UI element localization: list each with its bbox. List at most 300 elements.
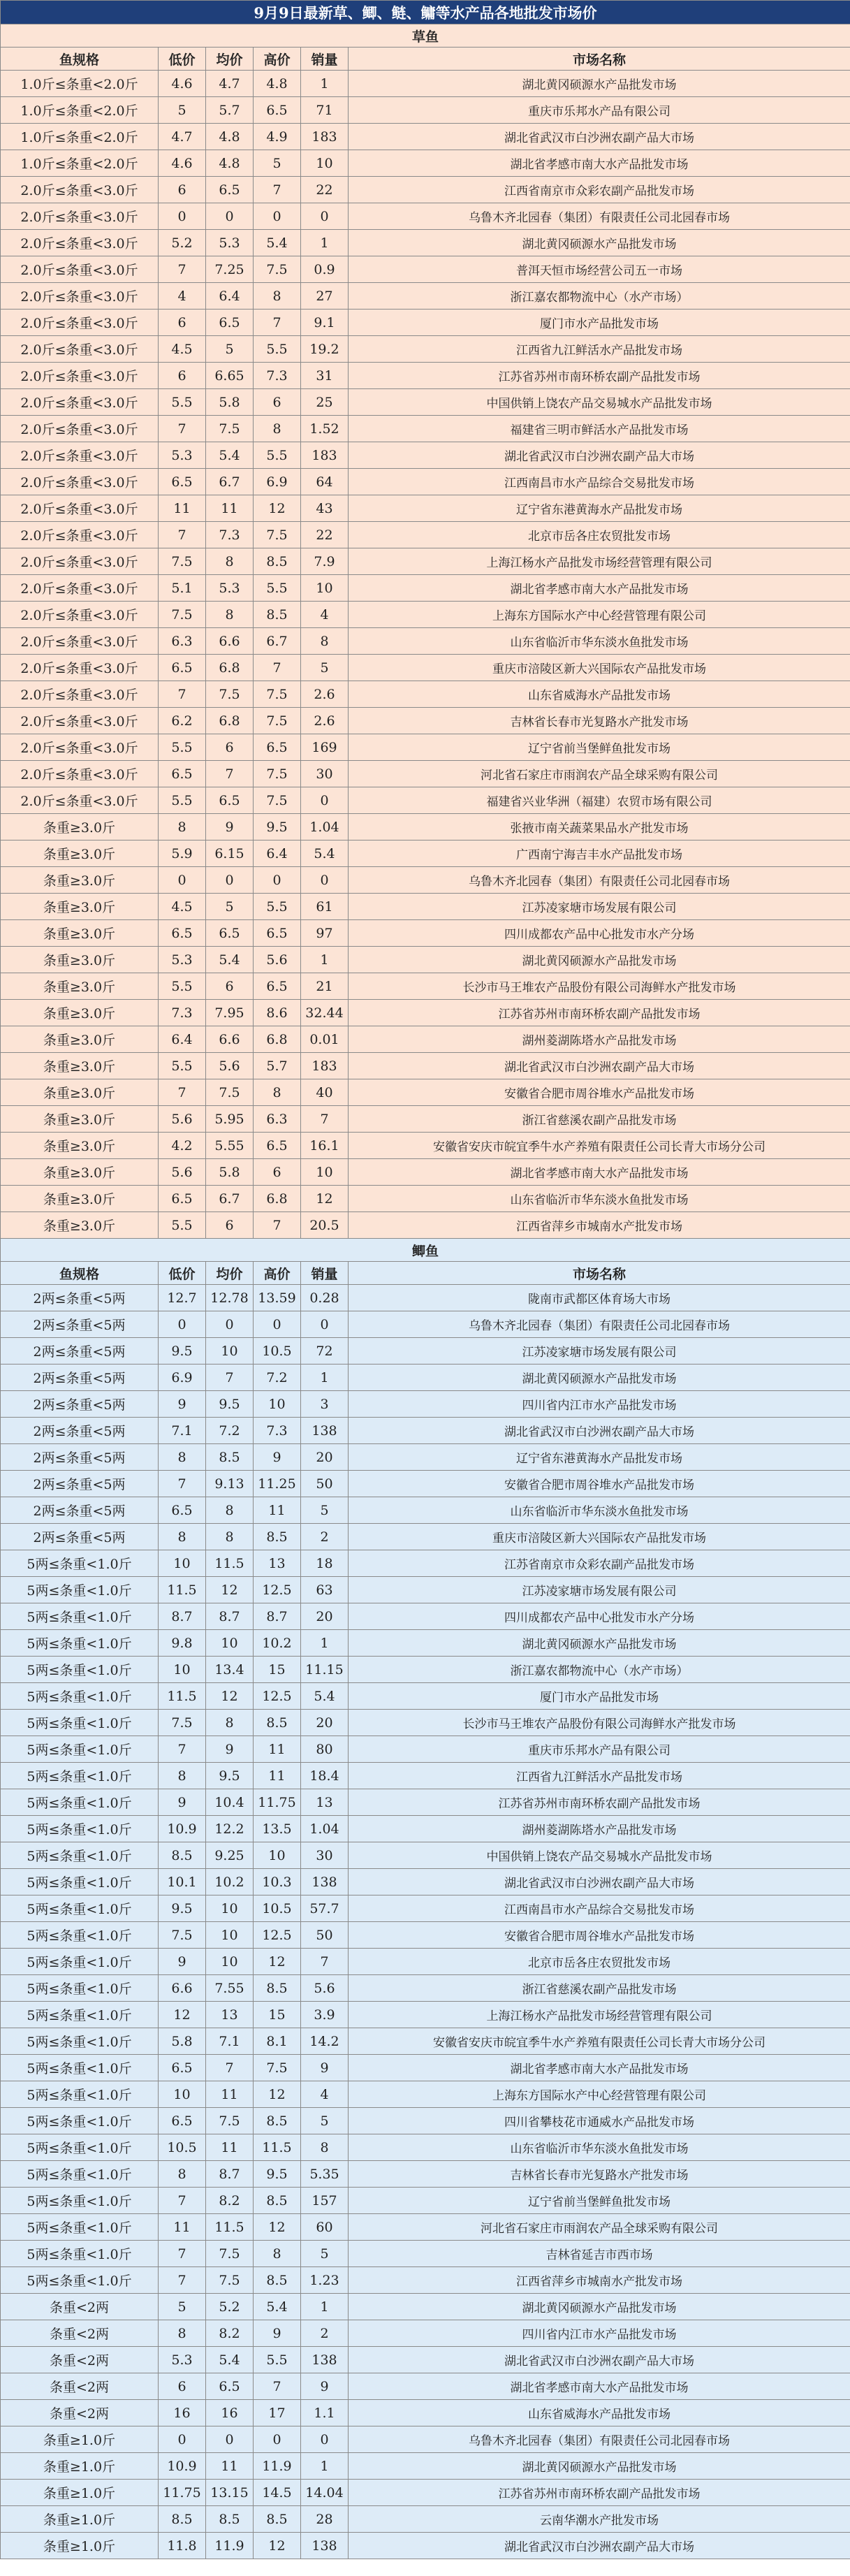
cell-high: 11.75 [254, 1789, 301, 1816]
cell-avg: 6.5 [206, 310, 254, 336]
cell-market: 北京市岳各庄农贸批发市场 [349, 522, 850, 548]
cell-market: 厦门市水产品批发市场 [349, 1683, 850, 1710]
table-row [1, 2400, 850, 2426]
cell-volume: 183 [301, 124, 349, 150]
cell-market: 辽宁省东港黄海水产品批发市场 [349, 495, 850, 522]
cell-spec: 条重≥1.0斤 [1, 2480, 159, 2506]
cell-high: 15 [254, 1657, 301, 1683]
cell-spec: 2.0斤≤条重<3.0斤 [1, 203, 159, 230]
cell-volume: 50 [301, 1471, 349, 1497]
cell-volume: 5 [301, 1497, 349, 1524]
cell-high: 8.7 [254, 1603, 301, 1630]
cell-market: 重庆市涪陵区新大兴国际农产品批发市场 [349, 655, 850, 681]
cell-avg: 5.4 [206, 947, 254, 973]
cell-high: 7 [254, 655, 301, 681]
cell-avg: 6.4 [206, 283, 254, 310]
cell-low: 10.1 [159, 1869, 206, 1895]
cell-avg: 4.8 [206, 150, 254, 177]
cell-spec: 2.0斤≤条重<3.0斤 [1, 469, 159, 495]
cell-volume: 2 [301, 2320, 349, 2347]
cell-avg: 7.2 [206, 1418, 254, 1444]
cell-volume: 1 [301, 2294, 349, 2320]
cell-spec: 1.0斤≤条重<2.0斤 [1, 71, 159, 97]
table-row [1, 548, 850, 575]
table-row [1, 416, 850, 442]
cell-volume: 2.6 [301, 708, 349, 734]
cell-avg: 12.78 [206, 1285, 254, 1311]
cell-market: 辽宁省前当堡鲜鱼批发市场 [349, 734, 850, 761]
cell-volume: 2 [301, 1524, 349, 1550]
cell-spec: 5两≤条重<1.0斤 [1, 1842, 159, 1869]
cell-low: 5.5 [159, 734, 206, 761]
header-avg: 均价 [206, 1262, 254, 1285]
cell-volume: 5.6 [301, 1975, 349, 2002]
cell-low: 5.3 [159, 947, 206, 973]
cell-spec: 2.0斤≤条重<3.0斤 [1, 602, 159, 628]
cell-high: 10.2 [254, 1630, 301, 1657]
cell-spec: 条重≥3.0斤 [1, 894, 159, 920]
cell-avg: 11.5 [206, 2214, 254, 2241]
cell-avg: 7 [206, 761, 254, 787]
cell-market: 吉林省延吉市西市场 [349, 2241, 850, 2267]
table-row [1, 1026, 850, 1053]
cell-spec: 2.0斤≤条重<3.0斤 [1, 575, 159, 602]
cell-avg: 6.15 [206, 841, 254, 867]
table-row [1, 469, 850, 495]
cell-high: 10.3 [254, 1869, 301, 1895]
cell-avg: 7.95 [206, 1000, 254, 1026]
cell-spec: 5两≤条重<1.0斤 [1, 1683, 159, 1710]
cell-market: 安徽省安庆市皖宜季牛水产养殖有限责任公司长青大市场分公司 [349, 2028, 850, 2055]
cell-low: 7 [159, 1736, 206, 1763]
table-row [1, 1524, 850, 1550]
cell-market: 浙江嘉农都物流中心（水产市场） [349, 1657, 850, 1683]
cell-avg: 13 [206, 2002, 254, 2028]
cell-avg: 5.7 [206, 97, 254, 124]
cell-high: 9 [254, 2320, 301, 2347]
cell-high: 6.8 [254, 1186, 301, 1212]
cell-market: 湖北省孝感市南大水产品批发市场 [349, 1159, 850, 1186]
cell-market: 云南华潮水产批发市场 [349, 2506, 850, 2533]
cell-market: 江苏省苏州市南环桥农副产品批发市场 [349, 1789, 850, 1816]
cell-low: 5.1 [159, 575, 206, 602]
cell-spec: 2.0斤≤条重<3.0斤 [1, 230, 159, 256]
cell-high: 6.4 [254, 841, 301, 867]
cell-volume: 20 [301, 1710, 349, 1736]
cell-high: 6.8 [254, 1026, 301, 1053]
header-low: 低价 [159, 1262, 206, 1285]
cell-low: 6 [159, 363, 206, 389]
cell-spec: 条重≥3.0斤 [1, 1106, 159, 1133]
cell-avg: 5.6 [206, 1053, 254, 1079]
cell-avg: 16 [206, 2400, 254, 2426]
cell-market: 湖州菱湖陈塔水产品批发市场 [349, 1026, 850, 1053]
cell-spec: 1.0斤≤条重<2.0斤 [1, 124, 159, 150]
cell-avg: 6 [206, 734, 254, 761]
cell-avg: 9 [206, 814, 254, 841]
cell-avg: 5.95 [206, 1106, 254, 1133]
table-row [1, 1603, 850, 1630]
cell-avg: 5.3 [206, 230, 254, 256]
cell-avg: 9.25 [206, 1842, 254, 1869]
cell-low: 4.7 [159, 124, 206, 150]
cell-high: 14.5 [254, 2480, 301, 2506]
cell-avg: 11 [206, 2134, 254, 2161]
cell-high: 13.5 [254, 1816, 301, 1842]
cell-volume: 5.4 [301, 1683, 349, 1710]
cell-avg: 5.8 [206, 389, 254, 416]
table-row [1, 1922, 850, 1949]
table-row [1, 1763, 850, 1789]
table-row [1, 708, 850, 734]
cell-avg: 9.5 [206, 1391, 254, 1418]
cell-low: 9.5 [159, 1895, 206, 1922]
cell-market: 湖北黄冈硕源水产品批发市场 [349, 1365, 850, 1391]
table-row [1, 973, 850, 1000]
cell-avg: 6.5 [206, 787, 254, 814]
cell-high: 6.7 [254, 628, 301, 655]
cell-market: 湖北省武汉市白沙洲农副产品大市场 [349, 1869, 850, 1895]
cell-avg: 0 [206, 867, 254, 894]
table-row [1, 1106, 850, 1133]
cell-low: 7.5 [159, 1922, 206, 1949]
cell-low: 8 [159, 2161, 206, 2188]
cell-high: 6 [254, 1159, 301, 1186]
cell-avg: 7.5 [206, 2267, 254, 2294]
cell-volume: 64 [301, 469, 349, 495]
cell-spec: 5两≤条重<1.0斤 [1, 1763, 159, 1789]
cell-volume: 138 [301, 2347, 349, 2373]
table-row [1, 1736, 850, 1763]
cell-avg: 6.7 [206, 1186, 254, 1212]
cell-avg: 8 [206, 1524, 254, 1550]
cell-high: 5.7 [254, 1053, 301, 1079]
cell-market: 湖北省孝感市南大水产品批发市场 [349, 150, 850, 177]
cell-low: 10 [159, 2081, 206, 2108]
table-row [1, 1444, 850, 1471]
cell-market: 乌鲁木齐北园春（集团）有限责任公司北园春市场 [349, 203, 850, 230]
cell-low: 6.5 [159, 1186, 206, 1212]
cell-avg: 8.7 [206, 1603, 254, 1630]
table-row [1, 1869, 850, 1895]
cell-volume: 9.1 [301, 310, 349, 336]
table-row [1, 814, 850, 841]
table-row [1, 2294, 850, 2320]
table-row [1, 628, 850, 655]
cell-spec: 2.0斤≤条重<3.0斤 [1, 655, 159, 681]
cell-avg: 5 [206, 894, 254, 920]
cell-volume: 4 [301, 2081, 349, 2108]
cell-market: 湖北黄冈硕源水产品批发市场 [349, 1630, 850, 1657]
table-row [1, 1186, 850, 1212]
cell-spec: 2.0斤≤条重<3.0斤 [1, 761, 159, 787]
cell-volume: 5.35 [301, 2161, 349, 2188]
table-row [1, 230, 850, 256]
cell-high: 12 [254, 495, 301, 522]
cell-avg: 6.5 [206, 920, 254, 947]
cell-market: 重庆市乐邦水产品有限公司 [349, 1736, 850, 1763]
cell-spec: 2两≤条重<5两 [1, 1285, 159, 1311]
page-title: 9月9日最新草、鲫、鲢、鳙等水产品各地批发市场价 [1, 1, 850, 24]
table-row [1, 522, 850, 548]
cell-avg: 6 [206, 1212, 254, 1239]
cell-high: 11 [254, 1763, 301, 1789]
cell-avg: 12 [206, 1683, 254, 1710]
cell-spec: 5两≤条重<1.0斤 [1, 2134, 159, 2161]
cell-avg: 7.25 [206, 256, 254, 283]
cell-low: 4.5 [159, 894, 206, 920]
table-row [1, 655, 850, 681]
cell-low: 8 [159, 2320, 206, 2347]
cell-spec: 条重≥3.0斤 [1, 1079, 159, 1106]
cell-high: 12.5 [254, 1683, 301, 1710]
cell-low: 6.5 [159, 920, 206, 947]
cell-low: 5.5 [159, 973, 206, 1000]
cell-market: 江苏省苏州市南环桥农副产品批发市场 [349, 1000, 850, 1026]
cell-high: 7.2 [254, 1365, 301, 1391]
cell-low: 7 [159, 522, 206, 548]
cell-low: 5.3 [159, 442, 206, 469]
cell-volume: 1.04 [301, 1816, 349, 1842]
cell-volume: 32.44 [301, 1000, 349, 1026]
cell-low: 5.2 [159, 230, 206, 256]
cell-volume: 5.4 [301, 841, 349, 867]
cell-volume: 20 [301, 1444, 349, 1471]
cell-volume: 1 [301, 1630, 349, 1657]
cell-volume: 10 [301, 1159, 349, 1186]
cell-avg: 7.5 [206, 1079, 254, 1106]
cell-low: 6.5 [159, 469, 206, 495]
table-row [1, 1418, 850, 1444]
cell-volume: 14.04 [301, 2480, 349, 2506]
cell-spec: 2.0斤≤条重<3.0斤 [1, 177, 159, 203]
cell-market: 长沙市马王堆农产品股份有限公司海鲜水产批发市场 [349, 1710, 850, 1736]
cell-low: 9.5 [159, 1338, 206, 1365]
table-row [1, 2214, 850, 2241]
cell-market: 湖北省孝感市南大水产品批发市场 [349, 2055, 850, 2081]
cell-high: 6.5 [254, 734, 301, 761]
cell-low: 10.9 [159, 1816, 206, 1842]
cell-spec: 条重≥1.0斤 [1, 2453, 159, 2480]
cell-spec: 2.0斤≤条重<3.0斤 [1, 363, 159, 389]
cell-market: 四川省内江市水产品批发市场 [349, 2320, 850, 2347]
cell-volume: 1 [301, 71, 349, 97]
cell-low: 6.5 [159, 1497, 206, 1524]
table-row [1, 336, 850, 363]
cell-low: 8 [159, 1524, 206, 1550]
cell-high: 8.5 [254, 1975, 301, 2002]
cell-market: 江西省萍乡市城南水产批发市场 [349, 2267, 850, 2294]
cell-market: 乌鲁木齐北园春（集团）有限责任公司北园春市场 [349, 867, 850, 894]
cell-spec: 条重≥3.0斤 [1, 1212, 159, 1239]
cell-market: 江西南昌市水产品综合交易批发市场 [349, 1895, 850, 1922]
table-row [1, 256, 850, 283]
cell-spec: 5两≤条重<1.0斤 [1, 1710, 159, 1736]
cell-high: 7.5 [254, 522, 301, 548]
cell-market: 山东省威海水产品批发市场 [349, 681, 850, 708]
cell-low: 12 [159, 2002, 206, 2028]
cell-spec: 2两≤条重<5两 [1, 1444, 159, 1471]
cell-low: 7 [159, 2241, 206, 2267]
cell-volume: 9 [301, 2373, 349, 2400]
cell-high: 7 [254, 2373, 301, 2400]
cell-spec: 条重≥3.0斤 [1, 814, 159, 841]
cell-avg: 11.5 [206, 1550, 254, 1577]
cell-avg: 10 [206, 1338, 254, 1365]
cell-market: 浙江嘉农都物流中心（水产市场） [349, 283, 850, 310]
cell-volume: 18 [301, 1550, 349, 1577]
cell-low: 7 [159, 1079, 206, 1106]
cell-avg: 7.5 [206, 2108, 254, 2134]
cell-avg: 10 [206, 1949, 254, 1975]
cell-low: 6.6 [159, 1975, 206, 2002]
cell-high: 9.5 [254, 814, 301, 841]
cell-high: 8.5 [254, 2506, 301, 2533]
table-row [1, 841, 850, 867]
cell-market: 张掖市南关蔬菜果品水产批发市场 [349, 814, 850, 841]
cell-volume: 1 [301, 1365, 349, 1391]
header-spec: 鱼规格 [1, 48, 159, 71]
cell-high: 7 [254, 310, 301, 336]
cell-high: 10 [254, 1842, 301, 1869]
cell-market: 湖北省孝感市南大水产品批发市场 [349, 2373, 850, 2400]
table-row [1, 495, 850, 522]
cell-avg: 13.15 [206, 2480, 254, 2506]
cell-market: 江西省九江鲜活水产品批发市场 [349, 1763, 850, 1789]
cell-spec: 条重≥3.0斤 [1, 1053, 159, 1079]
cell-market: 长沙市马王堆农产品股份有限公司海鲜水产批发市场 [349, 973, 850, 1000]
cell-market: 乌鲁木齐北园春（集团）有限责任公司北园春市场 [349, 2426, 850, 2453]
cell-spec: 5两≤条重<1.0斤 [1, 2108, 159, 2134]
cell-avg: 11.9 [206, 2533, 254, 2559]
table-row [1, 283, 850, 310]
table-row [1, 2533, 850, 2559]
cell-spec: 2两≤条重<5两 [1, 1391, 159, 1418]
cell-high: 7.5 [254, 761, 301, 787]
table-row [1, 2108, 850, 2134]
cell-volume: 5 [301, 2108, 349, 2134]
cell-high: 17 [254, 2400, 301, 2426]
cell-high: 8.5 [254, 1710, 301, 1736]
table-row [1, 2480, 850, 2506]
table-row [1, 1212, 850, 1239]
cell-volume: 3.9 [301, 2002, 349, 2028]
table-row [1, 1789, 850, 1816]
cell-market: 江苏省苏州市南环桥农副产品批发市场 [349, 2480, 850, 2506]
header-volume: 销量 [301, 1262, 349, 1285]
cell-market: 吉林省长春市光复路水产批发市场 [349, 708, 850, 734]
cell-volume: 11.15 [301, 1657, 349, 1683]
cell-volume: 183 [301, 1053, 349, 1079]
cell-spec: 2.0斤≤条重<3.0斤 [1, 787, 159, 814]
cell-market: 河北省石家庄市雨润农产品全球采购有限公司 [349, 2214, 850, 2241]
cell-avg: 6 [206, 973, 254, 1000]
cell-market: 湖北省孝感市南大水产品批发市场 [349, 575, 850, 602]
table-row [1, 1365, 850, 1391]
cell-market: 江苏凌家塘市场发展有限公司 [349, 1577, 850, 1603]
cell-market: 四川成都农产品中心批发市水产分场 [349, 1603, 850, 1630]
table-row [1, 575, 850, 602]
cell-volume: 63 [301, 1577, 349, 1603]
cell-market: 福建省三明市鲜活水产品批发市场 [349, 416, 850, 442]
cell-market: 普洱天恒市场经营公司五一市场 [349, 256, 850, 283]
cell-market: 湖北省武汉市白沙洲农副产品大市场 [349, 442, 850, 469]
table-row [1, 2320, 850, 2347]
cell-low: 0 [159, 867, 206, 894]
table-row [1, 2453, 850, 2480]
cell-spec: 条重≥3.0斤 [1, 841, 159, 867]
cell-low: 10.5 [159, 2134, 206, 2161]
cell-volume: 80 [301, 1736, 349, 1763]
cell-avg: 9.5 [206, 1763, 254, 1789]
cell-high: 13 [254, 1550, 301, 1577]
table-row [1, 2134, 850, 2161]
cell-avg: 10.2 [206, 1869, 254, 1895]
cell-spec: 条重≥3.0斤 [1, 1159, 159, 1186]
cell-spec: 5两≤条重<1.0斤 [1, 1895, 159, 1922]
cell-high: 7 [254, 177, 301, 203]
cell-high: 10 [254, 1391, 301, 1418]
cell-avg: 4.7 [206, 71, 254, 97]
cell-volume: 21 [301, 973, 349, 1000]
cell-high: 0 [254, 203, 301, 230]
cell-high: 7.3 [254, 363, 301, 389]
cell-high: 7.3 [254, 1418, 301, 1444]
cell-avg: 6.8 [206, 655, 254, 681]
table-row [1, 681, 850, 708]
cell-spec: 5两≤条重<1.0斤 [1, 1550, 159, 1577]
cell-avg: 11 [206, 2453, 254, 2480]
cell-market: 四川省攀枝花市通威水产品批发市场 [349, 2108, 850, 2134]
cell-spec: 条重≥1.0斤 [1, 2426, 159, 2453]
cell-high: 9 [254, 1444, 301, 1471]
cell-spec: 2两≤条重<5两 [1, 1524, 159, 1550]
cell-market: 浙江省慈溪农副产品批发市场 [349, 1106, 850, 1133]
cell-low: 8 [159, 814, 206, 841]
cell-high: 12.5 [254, 1922, 301, 1949]
cell-volume: 0 [301, 2426, 349, 2453]
cell-market: 江苏凌家塘市场发展有限公司 [349, 1338, 850, 1365]
cell-avg: 0 [206, 2426, 254, 2453]
cell-spec: 5两≤条重<1.0斤 [1, 2081, 159, 2108]
cell-low: 7 [159, 2267, 206, 2294]
cell-market: 湖北黄冈硕源水产品批发市场 [349, 71, 850, 97]
cell-market: 安徽省合肥市周谷堆水产品批发市场 [349, 1922, 850, 1949]
cell-high: 8.5 [254, 2267, 301, 2294]
cell-volume: 16.1 [301, 1133, 349, 1159]
cell-volume: 0.01 [301, 1026, 349, 1053]
cell-low: 4.6 [159, 150, 206, 177]
cell-high: 5.5 [254, 575, 301, 602]
cell-volume: 0.9 [301, 256, 349, 283]
cell-low: 6 [159, 2373, 206, 2400]
table-row [1, 2081, 850, 2108]
cell-volume: 2.6 [301, 681, 349, 708]
cell-market: 重庆市乐邦水产品有限公司 [349, 97, 850, 124]
cell-avg: 12.2 [206, 1816, 254, 1842]
cell-low: 6.5 [159, 761, 206, 787]
cell-low: 7 [159, 2188, 206, 2214]
header-avg: 均价 [206, 48, 254, 71]
cell-avg: 6.5 [206, 177, 254, 203]
cell-spec: 5两≤条重<1.0斤 [1, 2002, 159, 2028]
cell-avg: 7.3 [206, 522, 254, 548]
cell-spec: 5两≤条重<1.0斤 [1, 2188, 159, 2214]
cell-high: 7.5 [254, 681, 301, 708]
cell-high: 8.1 [254, 2028, 301, 2055]
cell-avg: 6.6 [206, 1026, 254, 1053]
cell-avg: 8.2 [206, 2320, 254, 2347]
